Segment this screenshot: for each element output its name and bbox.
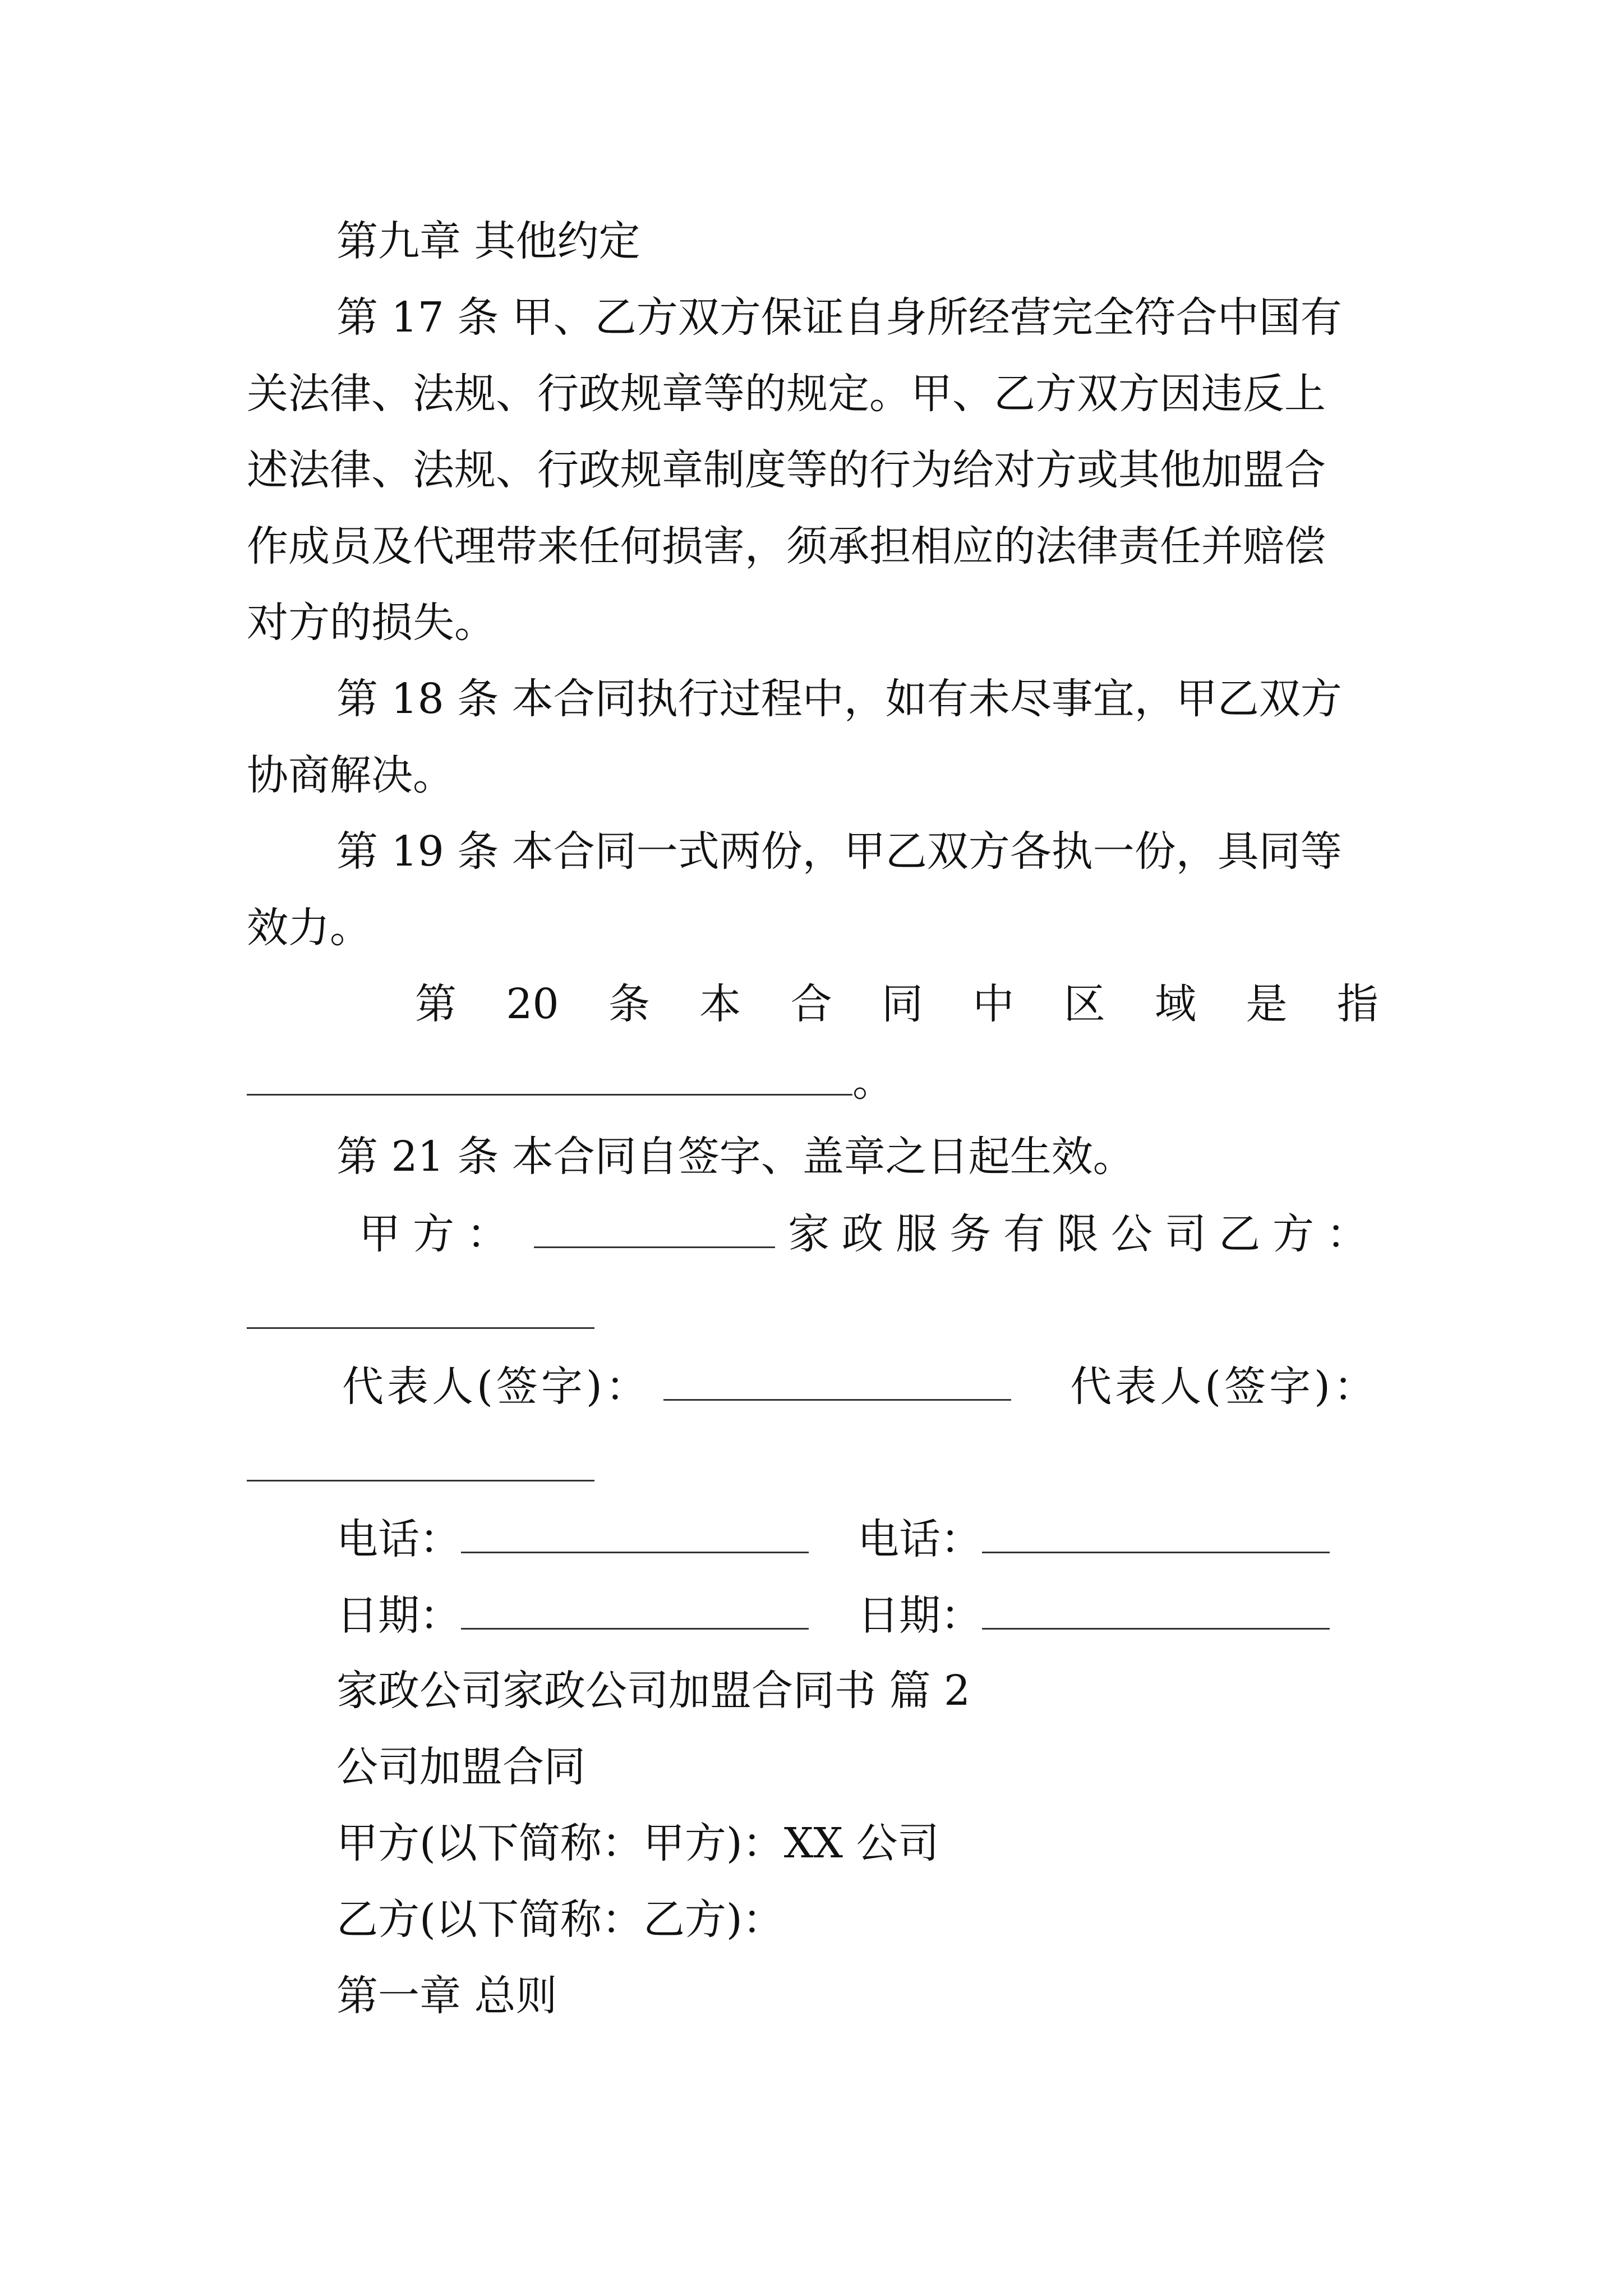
article-20-word: 合: [790, 980, 832, 1028]
rep-b-label: 代表人(签字)：: [1070, 1363, 1378, 1411]
date-b-label: 日期：: [857, 1591, 983, 1640]
party-a-label: 甲方：: [359, 1210, 520, 1258]
chapter-1-heading: 第一章 总则: [336, 1972, 557, 2020]
phone-a-label: 电话：: [336, 1515, 461, 1563]
article-18-line-1: 第 18 条 本合同执行过程中，如有未尽事宜，甲乙双方: [336, 675, 1342, 723]
date-b-blank[interactable]: [982, 1586, 1330, 1630]
party-b-blank[interactable]: [247, 1325, 594, 1329]
party-b-definition: 乙方(以下简称：乙方)：: [336, 1895, 784, 1944]
date-line: [336, 1586, 1330, 1644]
article-20-word: 指: [1336, 980, 1378, 1028]
date-a-blank[interactable]: [461, 1586, 809, 1630]
contract-title: 公司加盟合同: [336, 1743, 585, 1791]
article-19-line-1: 第 19 条 本合同一式两份，甲乙双方各执一份，具同等: [336, 827, 1342, 876]
article-18-line-2: 协商解决。: [247, 751, 454, 799]
phone-line: [336, 1510, 1330, 1567]
rep-a-signature-blank[interactable]: [663, 1358, 1011, 1401]
section-2-heading: 家政公司家政公司加盟合同书 篇 2: [336, 1667, 971, 1715]
article-20-word: 中: [972, 980, 1015, 1028]
date-a-label: 日期：: [336, 1591, 461, 1640]
article-20-word: 第: [415, 980, 457, 1028]
phone-b-blank[interactable]: [982, 1510, 1330, 1553]
party-a-company: 家政服务有限公司: [788, 1210, 1219, 1258]
phone-b-label: 电话：: [857, 1515, 983, 1563]
phone-a-blank[interactable]: [461, 1510, 809, 1553]
region-blank[interactable]: [247, 1052, 852, 1096]
rep-b-signature-blank[interactable]: [247, 1478, 594, 1481]
article-20-word: 同: [882, 980, 924, 1028]
article-20-word: 域: [1155, 980, 1197, 1028]
article-17-line-4: 作成员及代理带来任何损害，须承担相应的法律责任并赔偿: [247, 522, 1326, 570]
article-20-line-2: [247, 1052, 894, 1110]
article-20-word: 条: [608, 980, 650, 1028]
article-17-line-3: 述法律、法规、行政规章制度等的行为给对方或其他加盟合: [247, 446, 1326, 494]
representative-line: [342, 1358, 1378, 1415]
article-20-word: 20: [506, 980, 559, 1028]
article-19-line-2: 效力。: [247, 904, 371, 952]
party-line: [359, 1205, 1381, 1262]
article-17-line-1: 第 17 条 甲、乙方双方保证自身所经营完全符合中国有: [336, 293, 1342, 342]
party-a-definition: 甲方(以下简称：甲方)：XX 公司: [336, 1819, 939, 1867]
article-20-word: 本: [699, 980, 741, 1028]
article-20-word: 区: [1063, 980, 1105, 1028]
article-20-word: 是: [1246, 980, 1288, 1028]
party-a-group: [359, 1205, 1219, 1262]
article-20-line-1: [415, 976, 1378, 1032]
article-21: 第 21 条 本合同自签字、盖章之日起生效。: [336, 1133, 1135, 1181]
rep-a-group: [342, 1358, 1011, 1415]
article-20-end-mark: 。: [852, 1057, 894, 1106]
party-b-label: 乙方：: [1219, 1210, 1381, 1258]
article-17-line-2: 关法律、法规、行政规章等的规定。甲、乙方双方因违反上: [247, 370, 1326, 418]
party-a-blank[interactable]: [534, 1205, 775, 1248]
article-17-line-5: 对方的损失。: [247, 599, 496, 647]
rep-a-label: 代表人(签字)：: [342, 1363, 651, 1411]
chapter-heading: 第九章 其他约定: [336, 217, 640, 265]
